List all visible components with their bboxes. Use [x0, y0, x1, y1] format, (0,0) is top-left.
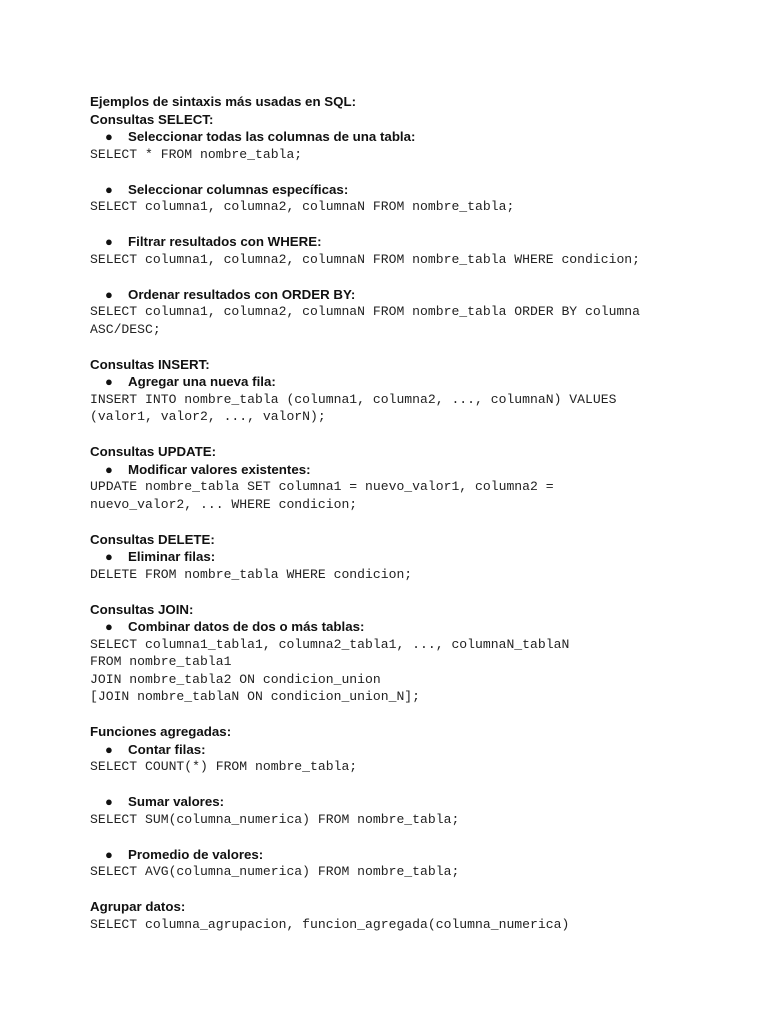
spacer — [90, 881, 730, 899]
code-line: UPDATE nombre_tabla SET columna1 = nuevo_valor1, columna2 = — [90, 479, 554, 494]
code-line: SELECT columna_agrupacion, funcion_agregada(columna_numerica) — [90, 916, 570, 932]
bullet-icon: ● — [105, 461, 113, 477]
section-heading-group: Agrupar datos: — [90, 899, 186, 914]
spacer — [90, 583, 730, 601]
bullet-icon: ● — [105, 286, 113, 302]
code-line: SELECT SUM(columna_numerica) FROM nombre_tabla; — [90, 811, 460, 827]
spacer — [90, 163, 730, 181]
code-line: JOIN nombre_tabla2 ON condicion_union — [90, 671, 381, 687]
bullet-label: Seleccionar todas las columnas de una tabla: — [128, 129, 416, 144]
bullet-label: Combinar datos de dos o más tablas: — [128, 619, 365, 634]
bullet-icon: ● — [105, 374, 113, 389]
bullet-label: Filtrar resultados con WHERE: — [128, 234, 322, 249]
bullet-icon: ● — [105, 181, 113, 197]
document-title: Ejemplos de sintaxis más usadas en SQL: — [90, 94, 357, 109]
bullet-item — [90, 461, 730, 479]
bullet-label: Agregar una nueva fila: — [128, 374, 276, 389]
document-page — [90, 93, 730, 933]
section-heading-delete: Consultas DELETE: — [90, 531, 215, 547]
bullet-item — [90, 741, 730, 759]
bullet-item — [90, 618, 730, 636]
bullet-label: Contar filas: — [128, 741, 206, 757]
section-heading-join: Consultas JOIN: — [90, 601, 194, 617]
spacer — [90, 426, 730, 444]
bullet-icon: ● — [105, 846, 113, 862]
bullet-icon: ● — [105, 619, 113, 634]
section-heading-update: Consultas UPDATE: — [90, 444, 217, 459]
spacer — [90, 513, 730, 531]
spacer — [90, 268, 730, 286]
code-line: SELECT columna1, columna2, columnaN FROM nombre_tabla WHERE condicion; — [90, 251, 641, 267]
bullet-item — [90, 128, 730, 146]
code-line: DELETE FROM nombre_tabla WHERE condicion; — [90, 566, 413, 582]
code-line: [JOIN nombre_tablaN ON condicion_union_N]; — [90, 689, 421, 704]
bullet-item — [90, 373, 730, 391]
bullet-icon: ● — [105, 129, 113, 144]
bullet-icon: ● — [105, 234, 113, 249]
bullet-label: Promedio de valores: — [128, 846, 264, 862]
bullet-item — [90, 548, 730, 566]
code-line: SELECT columna1, columna2, columnaN FROM nombre_tabla ORDER BY columna — [90, 304, 641, 319]
spacer — [90, 338, 730, 356]
code-line: ASC/DESC; — [90, 321, 161, 337]
bullet-item — [90, 286, 730, 304]
bullet-icon: ● — [105, 549, 113, 564]
spacer — [90, 706, 730, 724]
bullet-label: Ordenar resultados con ORDER BY: — [128, 286, 356, 302]
code-line: SELECT AVG(columna_numerica) FROM nombre_tabla; — [90, 864, 460, 879]
code-line: (valor1, valor2, ..., valorN); — [90, 409, 326, 424]
bullet-item — [90, 233, 730, 251]
code-line: FROM nombre_tabla1 — [90, 654, 232, 669]
bullet-icon: ● — [105, 794, 113, 809]
code-line: SELECT * FROM nombre_tabla; — [90, 146, 303, 162]
code-line: SELECT columna1_tabla1, columna2_tabla1, ..., columnaN_tablaN — [90, 636, 570, 652]
bullet-label: Sumar valores: — [128, 794, 225, 809]
section-heading-insert: Consultas INSERT: — [90, 356, 210, 372]
bullet-icon: ● — [105, 741, 113, 757]
bullet-label: Modificar valores existentes: — [128, 461, 311, 477]
spacer — [90, 828, 730, 846]
bullet-item — [90, 846, 730, 864]
bullet-item — [90, 181, 730, 199]
spacer — [90, 216, 730, 234]
section-heading-select: Consultas SELECT: — [90, 111, 214, 127]
bullet-label: Seleccionar columnas específicas: — [128, 181, 349, 197]
section-heading-aggregate: Funciones agregadas: — [90, 724, 232, 739]
code-line: nuevo_valor2, ... WHERE condicion; — [90, 496, 358, 512]
code-line: SELECT columna1, columna2, columnaN FROM nombre_tabla; — [90, 199, 515, 214]
code-line: SELECT COUNT(*) FROM nombre_tabla; — [90, 759, 358, 774]
code-line: INSERT INTO nombre_tabla (columna1, columna2, ..., columnaN) VALUES — [90, 391, 617, 407]
bullet-label: Eliminar filas: — [128, 549, 216, 564]
spacer — [90, 776, 730, 794]
bullet-item — [90, 793, 730, 811]
